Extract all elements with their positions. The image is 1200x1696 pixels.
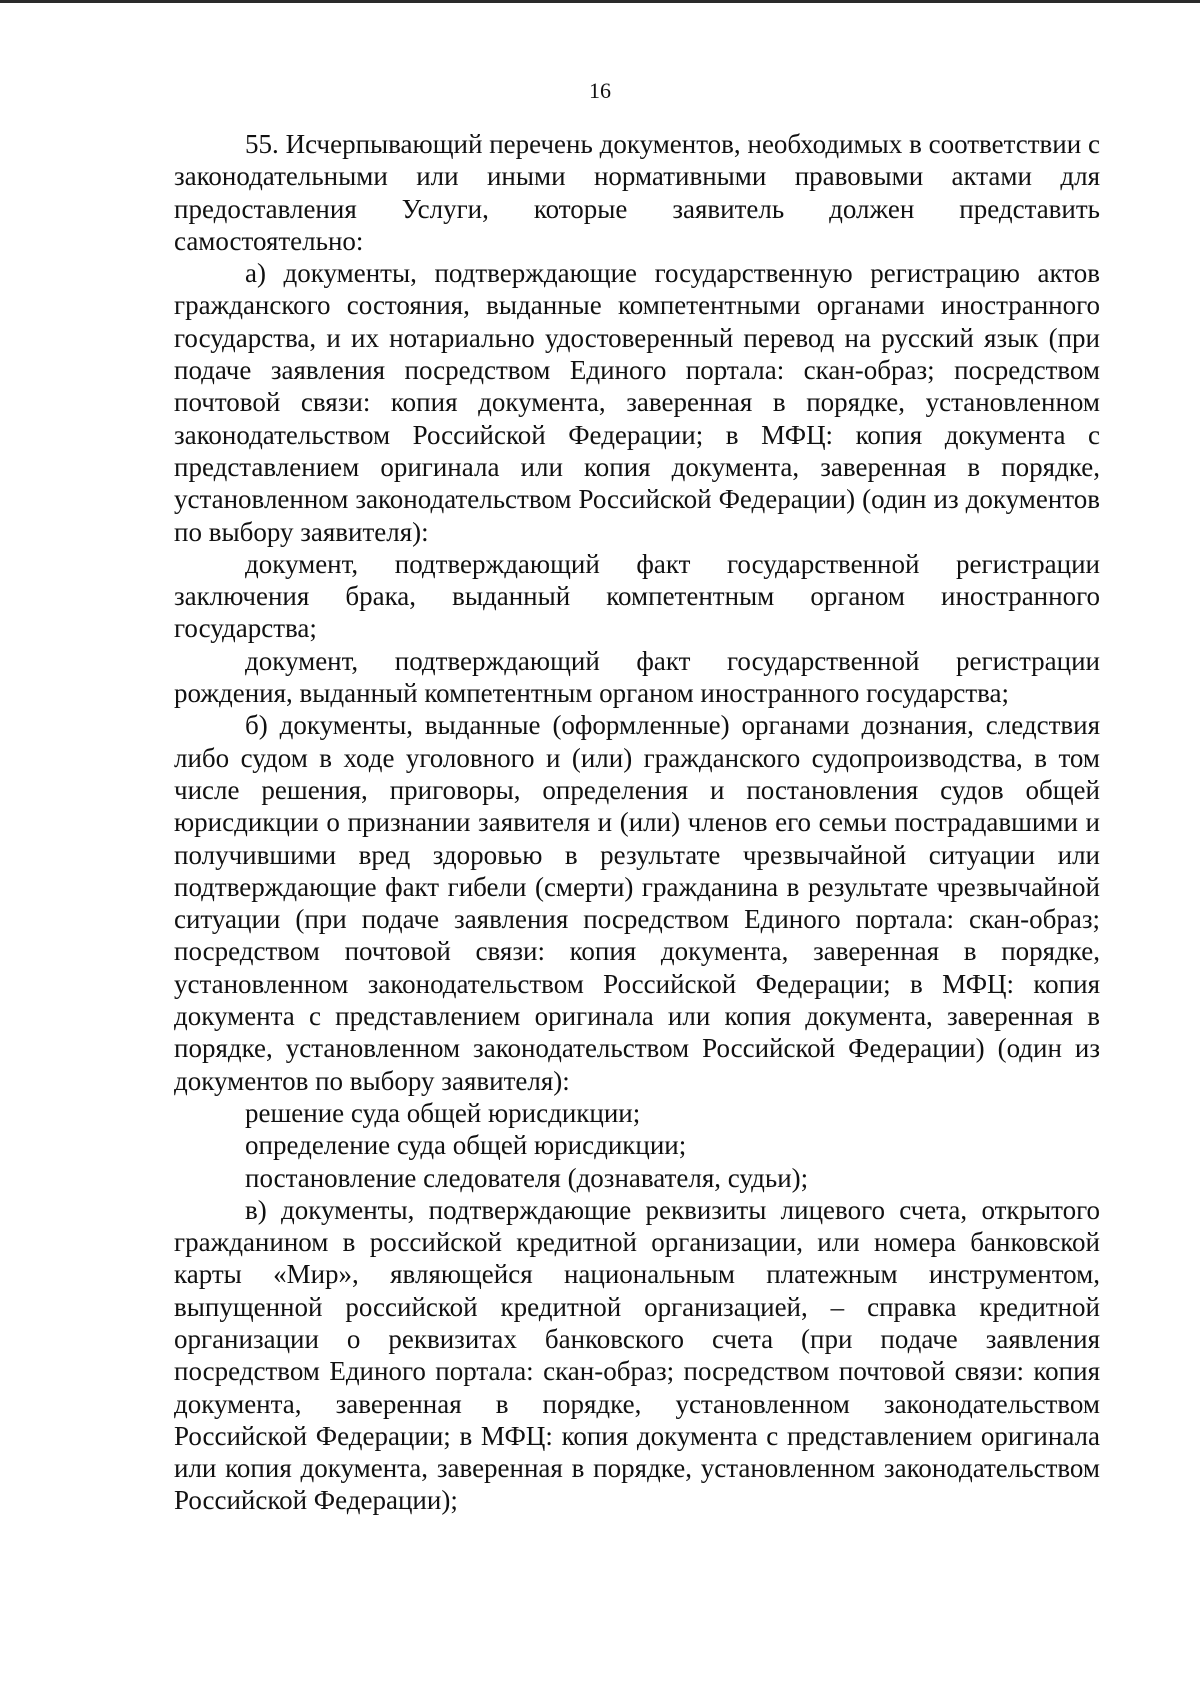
paragraph-b-court-decision: решение суда общей юрисдикции; bbox=[245, 1097, 641, 1128]
paragraph-b-court-ruling: определение суда общей юрисдикции; bbox=[245, 1130, 687, 1161]
page-number: 16 bbox=[589, 78, 611, 103]
paragraph-v: в) документы, подтверждающие реквизиты лицевого счета, открытого гражданином в российской кредитной организации, или номера банковской карты «Мир», являющейся национальным платежным инструментом, выпущенной российской кредитной организацией, – справка кредитной организации о реквизитах банковского счета (при подаче заявления посредством Единого портала: скан-образ; посредством почтовой связи: копия документа, заверенная в порядке, установленном законодательством Российской Федерации; в МФЦ: копия документа с представлением оригинала или копия документа, заверенная в порядке, установленном законодательством Российской Федерации); bbox=[174, 1194, 1100, 1516]
paragraph-55-intro: 55. Исчерпывающий перечень документов, необходимых в соответствии с законодательными или иными нормативными правовыми актами для предоставления Услуги, которые заявитель должен представить самостоятельно: bbox=[174, 129, 1100, 256]
paragraph-b-investigator-resolution: постановление следователя (дознавателя, судьи); bbox=[245, 1162, 809, 1193]
paragraph-a-marriage: документ, подтверждающий факт государственной регистрации заключения брака, выданный компетентным органом иностранного государства; bbox=[174, 548, 1100, 644]
paragraph-b: б) документы, выданные (оформленные) органами дознания, следствия либо судом в ходе уголовного и (или) гражданского судопроизводства, в том числе решения, приговоры, определения и постановления судов общей юрисдикции о признании заявителя и (или) членов его семьи пострадавшими и получившими вред здоровью в результате чрезвычайной ситуации или подтверждающие факт гибели (смерти) гражданина в результате чрезвычайной ситуации (при подаче заявления посредством Единого портала: скан-образ; посредством почтовой связи: копия документа, заверенная в порядке, установленном законодательством Российской Федерации; в МФЦ: копия документа с представлением оригинала или копия документа, заверенная в порядке, установленном законодательством Российской Федерации) (один из документов по выбору заявителя): bbox=[174, 710, 1100, 1096]
paragraph-a: а) документы, подтверждающие государственную регистрацию актов гражданского состояния, выданные компетентными органами иностранного государства, и их нотариально удостоверенный перевод на русский язык (при подаче заявления посредством Единого портала: скан-образ; посредством почтовой связи: копия документа, заверенная в порядке, установленном законодательством Российской Федерации; в МФЦ: копия документа с представлением оригинала или копия документа, заверенная в порядке, установленном законодательством Российской Федерации) (один из документов по выбору заявителя): bbox=[174, 258, 1100, 547]
document-body bbox=[174, 128, 1100, 1517]
paragraph-a-birth: документ, подтверждающий факт государственной регистрации рождения, выданный компетентным органом иностранного государства; bbox=[174, 645, 1100, 709]
top-border-line bbox=[0, 0, 1200, 3]
